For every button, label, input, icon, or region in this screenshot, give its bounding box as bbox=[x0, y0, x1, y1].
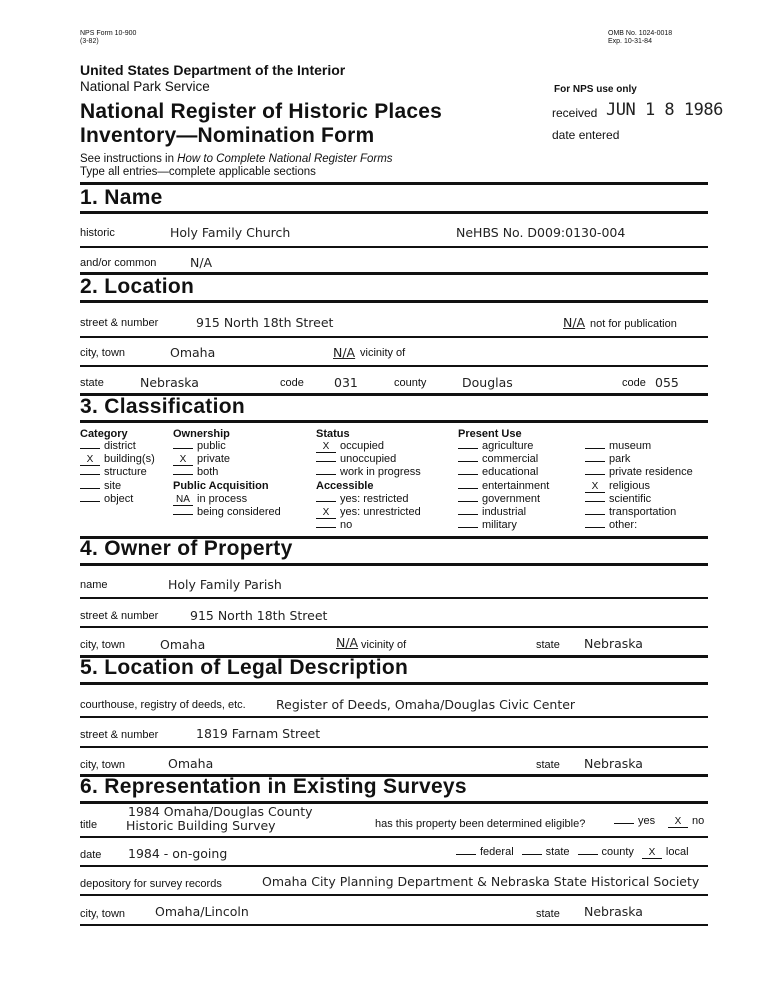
option-label: both bbox=[197, 466, 219, 479]
checkbox-blank[interactable] bbox=[458, 448, 478, 449]
section-rule bbox=[80, 563, 708, 566]
historic-name-value: Holy Family Church bbox=[170, 225, 291, 240]
option-label: public bbox=[197, 440, 226, 452]
survey-title-value-line1: 1984 Omaha/Douglas County bbox=[128, 804, 313, 819]
survey-level-options bbox=[456, 846, 697, 859]
checkbox-blank[interactable] bbox=[316, 527, 336, 528]
service-name: National Park Service bbox=[80, 79, 210, 94]
checkbox-blank[interactable] bbox=[522, 854, 542, 855]
survey-title-value-line2: Historic Building Survey bbox=[126, 818, 276, 833]
option-label: work in progress bbox=[340, 466, 421, 479]
survey-date-label: date bbox=[80, 849, 102, 861]
classification-option[interactable] bbox=[585, 480, 650, 493]
accessible-heading: Accessible bbox=[316, 480, 374, 492]
checkbox-blank[interactable] bbox=[585, 501, 605, 502]
classification-option[interactable] bbox=[80, 493, 133, 506]
city-town-value: Omaha bbox=[170, 345, 216, 360]
checkbox-blank[interactable] bbox=[173, 474, 193, 475]
courthouse-value: Register of Deeds, Omaha/Douglas Civic Center bbox=[276, 697, 576, 712]
field-rule bbox=[80, 716, 708, 718]
status-heading: Status bbox=[316, 428, 350, 440]
field-rule bbox=[80, 924, 708, 926]
checkbox-blank[interactable] bbox=[585, 474, 605, 475]
classification-option[interactable] bbox=[173, 506, 281, 519]
legal-street-label: street & number bbox=[80, 729, 159, 741]
option-label: entertainment bbox=[482, 479, 550, 492]
classification-option[interactable] bbox=[316, 453, 396, 466]
owner-name-value: Holy Family Parish bbox=[168, 577, 282, 592]
option-label: no bbox=[340, 519, 353, 532]
state-code-value: 031 bbox=[334, 375, 358, 390]
option-label: educational bbox=[482, 466, 539, 479]
survey-level-option[interactable] bbox=[522, 846, 570, 858]
section-rule bbox=[80, 300, 708, 303]
level-label: federal bbox=[480, 846, 514, 858]
checkbox-marked[interactable]: X bbox=[668, 817, 688, 828]
option-label: occupied bbox=[340, 440, 385, 452]
classification-option[interactable] bbox=[585, 493, 651, 506]
classification-option[interactable] bbox=[316, 466, 421, 479]
option-label: scientific bbox=[609, 492, 652, 505]
classification-option[interactable] bbox=[316, 519, 352, 532]
option-label: religious bbox=[609, 479, 650, 492]
depository-label: depository for survey records bbox=[80, 878, 222, 890]
section-5-title: 5. Location of Legal Description bbox=[80, 656, 409, 679]
classification-option[interactable] bbox=[458, 480, 549, 493]
classification-option[interactable] bbox=[585, 440, 651, 453]
classification-option[interactable] bbox=[173, 466, 218, 479]
county-code-value: 055 bbox=[655, 375, 679, 390]
checkbox-blank[interactable] bbox=[173, 448, 193, 449]
ownership-heading: Ownership bbox=[173, 428, 230, 440]
section-rule bbox=[80, 182, 708, 185]
present-use-heading: Present Use bbox=[458, 428, 522, 440]
checkbox-marked[interactable]: X bbox=[316, 442, 336, 453]
section-3-title: 3. Classification bbox=[80, 395, 245, 418]
checkbox-marked[interactable]: X bbox=[316, 508, 336, 519]
expiration-date: Exp. 10-31-84 bbox=[608, 38, 652, 45]
classification-option[interactable] bbox=[458, 440, 533, 453]
survey-level-option[interactable] bbox=[456, 846, 514, 858]
checkbox-blank[interactable] bbox=[614, 823, 634, 824]
level-label: state bbox=[545, 846, 570, 858]
nehbs-number: NeHBS No. D009:0130-004 bbox=[456, 225, 626, 240]
received-stamp: JUN 1 8 1986 bbox=[606, 100, 723, 120]
checkbox-marked[interactable]: X bbox=[585, 482, 605, 493]
common-name-value: N/A bbox=[190, 255, 213, 270]
nps-use-label: For NPS use only bbox=[554, 84, 637, 95]
not-for-publication-value: N/A bbox=[563, 315, 586, 330]
checkbox-blank[interactable] bbox=[585, 448, 605, 449]
classification-option[interactable] bbox=[585, 453, 630, 466]
survey-date-value: 1984 - on-going bbox=[128, 846, 228, 861]
checkbox-blank[interactable] bbox=[458, 474, 478, 475]
depository-value: Omaha City Planning Department & Nebraska State Historical Society bbox=[262, 874, 700, 889]
state-value: Nebraska bbox=[140, 375, 199, 390]
checkbox-blank[interactable] bbox=[316, 474, 336, 475]
eligible-yes-option[interactable]: yes bbox=[614, 815, 655, 827]
depository-city-label: city, town bbox=[80, 908, 126, 920]
section-2-title: 2. Location bbox=[80, 275, 195, 298]
classification-option[interactable] bbox=[316, 506, 421, 519]
option-label: private residence bbox=[609, 466, 693, 479]
common-name-label: and/or common bbox=[80, 257, 157, 269]
field-rule bbox=[80, 365, 708, 367]
state-label: state bbox=[80, 377, 104, 389]
classification-option[interactable] bbox=[80, 466, 147, 479]
vicinity-label: vicinity of bbox=[360, 347, 406, 359]
section-rule bbox=[80, 420, 708, 423]
form-title-line1: National Register of Historic Places bbox=[80, 100, 442, 123]
section-1-title: 1. Name bbox=[80, 186, 163, 209]
classification-option[interactable] bbox=[585, 506, 676, 519]
checkbox-blank[interactable] bbox=[80, 474, 100, 475]
field-rule bbox=[80, 597, 708, 599]
courthouse-label: courthouse, registry of deeds, etc. bbox=[80, 699, 246, 711]
option-label: private bbox=[197, 453, 231, 466]
classification-option[interactable] bbox=[316, 440, 384, 453]
form-revision: (3-82) bbox=[80, 38, 99, 45]
option-label: being considered bbox=[197, 506, 281, 519]
option-label: structure bbox=[104, 466, 147, 479]
instructions-line1: See instructions in How to Complete National Register Forms bbox=[80, 153, 393, 165]
owner-street-label: street & number bbox=[80, 610, 159, 622]
field-rule bbox=[80, 836, 708, 838]
checkbox-blank[interactable] bbox=[458, 501, 478, 502]
owner-vicinity-value: N/A bbox=[336, 635, 359, 650]
field-rule bbox=[80, 865, 708, 867]
field-rule bbox=[80, 246, 708, 248]
eligible-no-option[interactable]: X no bbox=[668, 815, 704, 828]
owner-vicinity-label: vicinity of bbox=[361, 639, 407, 651]
received-label: received bbox=[552, 106, 598, 120]
checkbox-blank[interactable] bbox=[316, 461, 336, 462]
option-label: transportation bbox=[609, 506, 677, 518]
checkbox-blank[interactable] bbox=[80, 501, 100, 502]
classification-option[interactable] bbox=[80, 453, 155, 466]
field-rule bbox=[80, 894, 708, 896]
owner-state-value: Nebraska bbox=[584, 636, 643, 651]
state-code-label: code bbox=[280, 377, 304, 389]
depository-state-label: state bbox=[536, 908, 560, 920]
classification-option[interactable] bbox=[173, 493, 247, 506]
owner-state-label: state bbox=[536, 639, 560, 651]
survey-title-label: title bbox=[80, 819, 98, 831]
checkbox-blank[interactable] bbox=[458, 527, 478, 528]
option-label: district bbox=[104, 440, 136, 452]
section-rule bbox=[80, 211, 708, 214]
legal-street-value: 1819 Farnam Street bbox=[196, 726, 321, 741]
classification-option[interactable] bbox=[316, 493, 408, 506]
field-rule bbox=[80, 336, 708, 338]
survey-level-option[interactable] bbox=[578, 846, 634, 858]
county-code-label: code bbox=[622, 377, 646, 389]
classification-option[interactable] bbox=[585, 519, 637, 532]
option-label: commercial bbox=[482, 453, 539, 466]
section-rule bbox=[80, 682, 708, 685]
eligible-question: has this property been determined eligible? bbox=[375, 818, 586, 830]
category-heading: Category bbox=[80, 428, 128, 440]
classification-option[interactable] bbox=[458, 506, 526, 519]
owner-city-label: city, town bbox=[80, 639, 126, 651]
legal-state-value: Nebraska bbox=[584, 756, 643, 771]
checkbox-blank[interactable] bbox=[585, 514, 605, 515]
owner-street-value: 915 North 18th Street bbox=[190, 608, 328, 623]
legal-city-value: Omaha bbox=[168, 756, 214, 771]
checkbox-blank[interactable] bbox=[578, 854, 598, 855]
county-value: Douglas bbox=[462, 375, 513, 390]
owner-name-label: name bbox=[80, 579, 108, 591]
survey-level-option[interactable] bbox=[642, 846, 689, 858]
street-number-label: street & number bbox=[80, 317, 159, 329]
checkbox-blank[interactable] bbox=[458, 514, 478, 515]
date-entered-label: date entered bbox=[552, 128, 620, 142]
owner-city-value: Omaha bbox=[160, 637, 206, 652]
depository-state-value: Nebraska bbox=[584, 904, 643, 919]
field-rule bbox=[80, 626, 708, 628]
option-label: park bbox=[609, 453, 631, 466]
option-label: military bbox=[482, 519, 517, 532]
classification-option[interactable] bbox=[458, 493, 540, 506]
checkbox-blank[interactable] bbox=[316, 501, 336, 502]
option-label: site bbox=[104, 479, 122, 492]
level-label: local bbox=[665, 846, 689, 858]
depository-city-value: Omaha/Lincoln bbox=[155, 904, 249, 919]
checkbox-blank[interactable] bbox=[585, 461, 605, 462]
classification-option[interactable] bbox=[585, 466, 693, 479]
classification-option[interactable] bbox=[173, 440, 226, 453]
classification-option[interactable] bbox=[80, 480, 121, 493]
classification-option[interactable] bbox=[80, 440, 136, 453]
city-town-label: city, town bbox=[80, 347, 126, 359]
option-label: building(s) bbox=[104, 453, 155, 466]
checkbox-blank[interactable] bbox=[173, 514, 193, 515]
option-label: agriculture bbox=[482, 440, 534, 452]
street-number-value: 915 North 18th Street bbox=[196, 315, 334, 330]
department-name: United States Department of the Interior bbox=[80, 62, 346, 78]
legal-state-label: state bbox=[536, 759, 560, 771]
instructions-line2: Type all entries—complete applicable sections bbox=[80, 166, 316, 178]
checkbox-marked[interactable]: X bbox=[642, 848, 662, 859]
checkbox-marked[interactable]: X bbox=[80, 455, 100, 466]
checkbox-marked[interactable]: NA bbox=[173, 495, 193, 506]
option-label: museum bbox=[609, 440, 652, 452]
checkbox-blank[interactable] bbox=[80, 448, 100, 449]
field-rule bbox=[80, 746, 708, 748]
checkbox-blank[interactable] bbox=[458, 488, 478, 489]
historic-label: historic bbox=[80, 227, 115, 239]
classification-option[interactable] bbox=[173, 453, 230, 466]
section-4-title: 4. Owner of Property bbox=[80, 537, 293, 560]
county-label: county bbox=[394, 377, 427, 389]
classification-option[interactable] bbox=[458, 466, 538, 479]
checkbox-marked[interactable]: X bbox=[173, 455, 193, 466]
option-label: government bbox=[482, 492, 541, 505]
not-for-publication-label: not for publication bbox=[590, 318, 677, 330]
option-label: other: bbox=[609, 519, 638, 532]
classification-option[interactable] bbox=[458, 453, 538, 466]
checkbox-blank[interactable] bbox=[456, 854, 476, 855]
option-label: object bbox=[104, 492, 134, 505]
checkbox-blank[interactable] bbox=[80, 488, 100, 489]
vicinity-value: N/A bbox=[333, 345, 356, 360]
omb-number: OMB No. 1024-0018 bbox=[608, 30, 673, 37]
checkbox-blank[interactable] bbox=[585, 527, 605, 528]
option-label: unoccupied bbox=[340, 453, 397, 466]
form-title-line2: Inventory—Nomination Form bbox=[80, 124, 375, 147]
level-label: county bbox=[601, 846, 634, 858]
legal-city-label: city, town bbox=[80, 759, 126, 771]
option-label: industrial bbox=[482, 506, 527, 518]
form-number: NPS Form 10-900 bbox=[80, 30, 137, 37]
option-label: yes: restricted bbox=[340, 493, 409, 505]
checkbox-blank[interactable] bbox=[458, 461, 478, 462]
classification-option[interactable] bbox=[458, 519, 517, 532]
option-label: yes: unrestricted bbox=[340, 506, 421, 519]
option-label: in process bbox=[197, 493, 248, 505]
public-acquisition-heading: Public Acquisition bbox=[173, 480, 269, 492]
section-6-title: 6. Representation in Existing Surveys bbox=[80, 775, 467, 798]
